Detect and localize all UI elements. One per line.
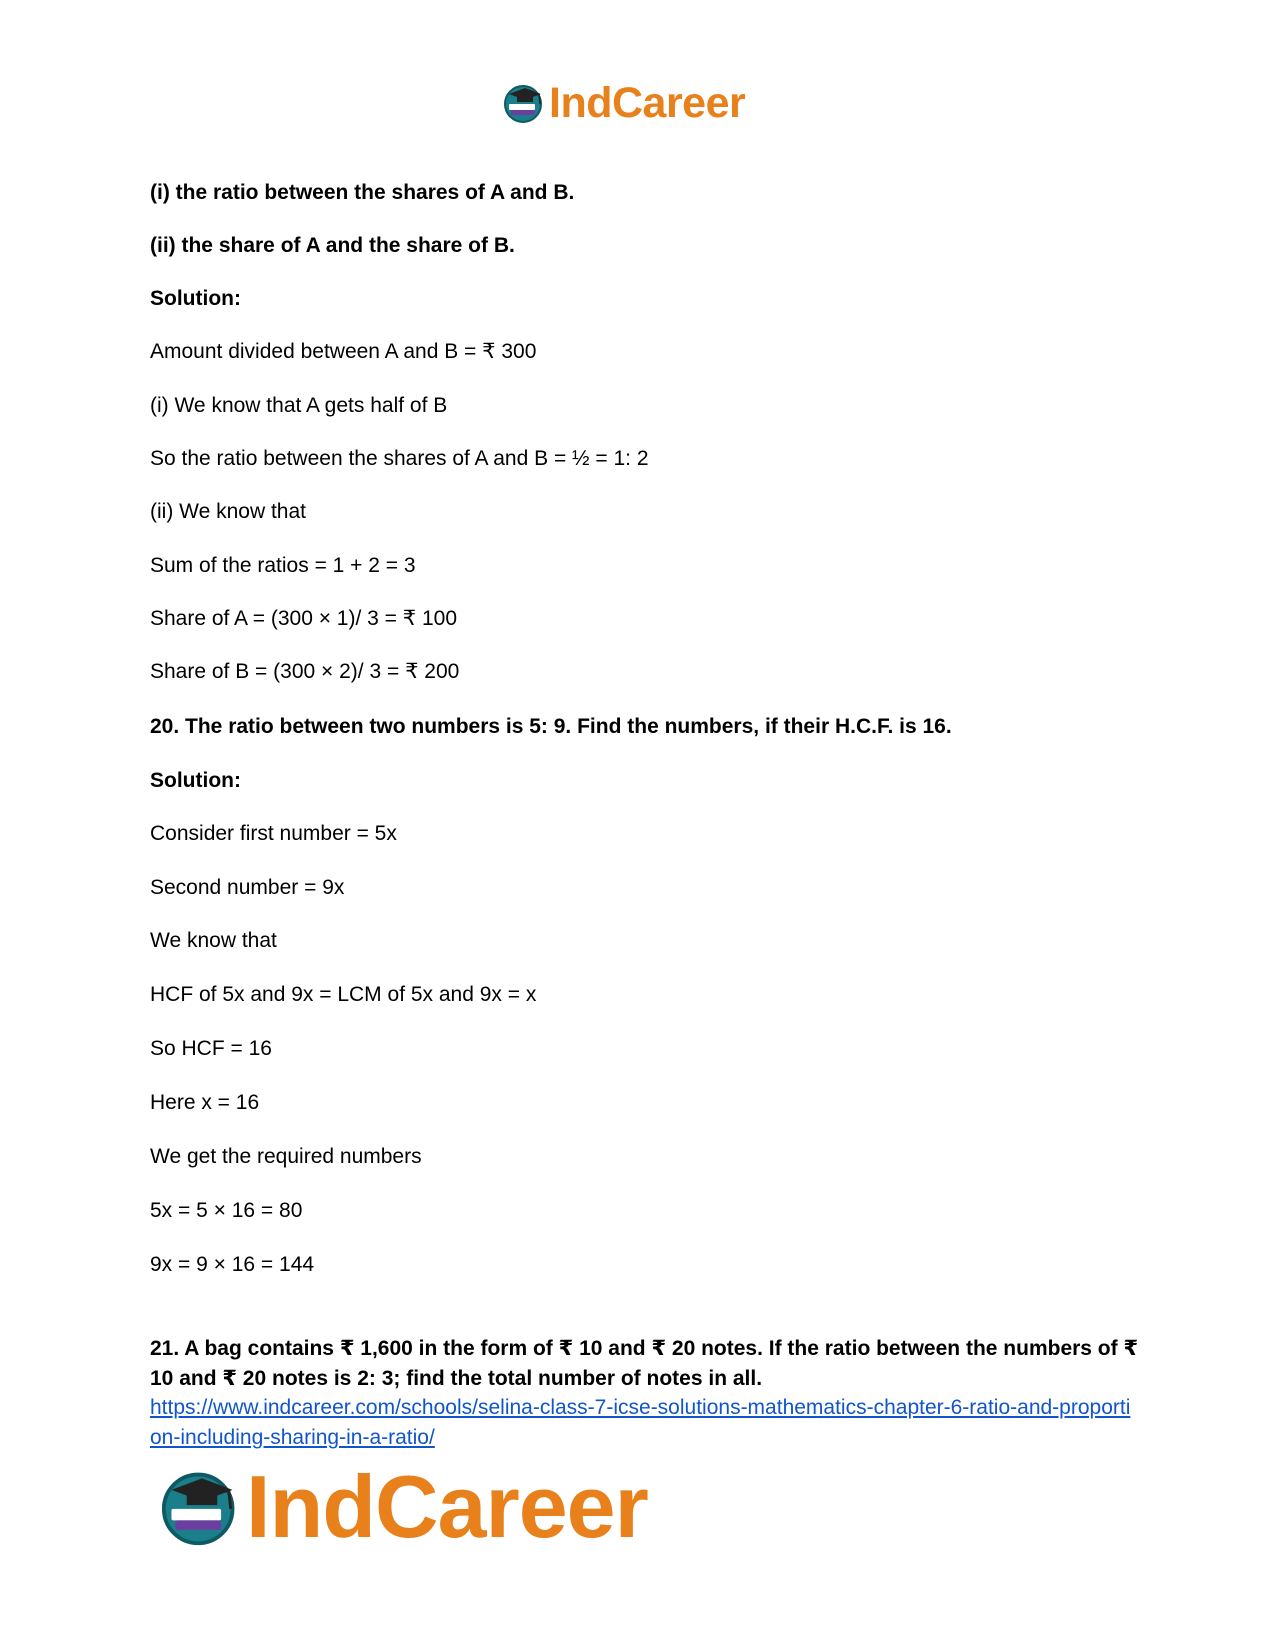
solution-line: 9x = 9 × 16 = 144 xyxy=(150,1253,315,1276)
footer-logo xyxy=(160,1457,648,1556)
logo-text: IndCareer xyxy=(549,78,746,127)
solution-heading: Solution: xyxy=(150,287,241,310)
graduation-cap-book-icon xyxy=(160,1465,244,1549)
logo-text: IndCareer xyxy=(246,1457,648,1556)
question-20: 20. The ratio between two numbers is 5: 9. Find the numbers, if their H.C.F. is 16. xyxy=(150,715,952,738)
solution-line: We get the required numbers xyxy=(150,1145,422,1168)
solution-line: We know that xyxy=(150,929,277,952)
solution-line: HCF of 5x and 9x = LCM of 5x and 9x = x xyxy=(150,983,537,1006)
solution-line: So the ratio between the shares of A and B = ½ = 1: 2 xyxy=(150,447,649,470)
solution-line: 5x = 5 × 16 = 80 xyxy=(150,1199,303,1222)
solution-line: Here x = 16 xyxy=(150,1091,260,1114)
source-link[interactable]: https://www.indcareer.com/schools/selina-class-7-icse-solutions-mathematics-chapter-6-ratio-and-proportion-including-sharing-in-a-ratio/ xyxy=(150,1396,1131,1449)
solution-line: So HCF = 16 xyxy=(150,1037,272,1060)
question-part-i: (i) the ratio between the shares of A and B. xyxy=(150,181,575,204)
solution-line: (i) We know that A gets half of B xyxy=(150,394,448,417)
solution-line: Consider first number = 5x xyxy=(150,822,397,845)
solution-line: Amount divided between A and B = ₹ 300 xyxy=(150,340,537,363)
solution-line: Sum of the ratios = 1 + 2 = 3 xyxy=(150,554,416,577)
solution-line: (ii) We know that xyxy=(150,500,306,523)
solution-line: Share of B = (300 × 2)/ 3 = ₹ 200 xyxy=(150,660,460,683)
solution-line: Share of A = (300 × 1)/ 3 = ₹ 100 xyxy=(150,607,457,630)
header-logo xyxy=(503,78,745,128)
solution-line: Second number = 9x xyxy=(150,876,345,899)
question-part-ii: (ii) the share of A and the share of B. xyxy=(150,234,515,257)
solution-heading: Solution: xyxy=(150,769,241,792)
graduation-cap-book-icon xyxy=(503,82,547,124)
question-21: 21. A bag contains ₹ 1,600 in the form of ₹ 10 and ₹ 20 notes. If the ratio between the numbers of ₹ 10 and ₹ 20 notes is 2: 3; find the total number of notes in all. xyxy=(150,1337,1139,1390)
